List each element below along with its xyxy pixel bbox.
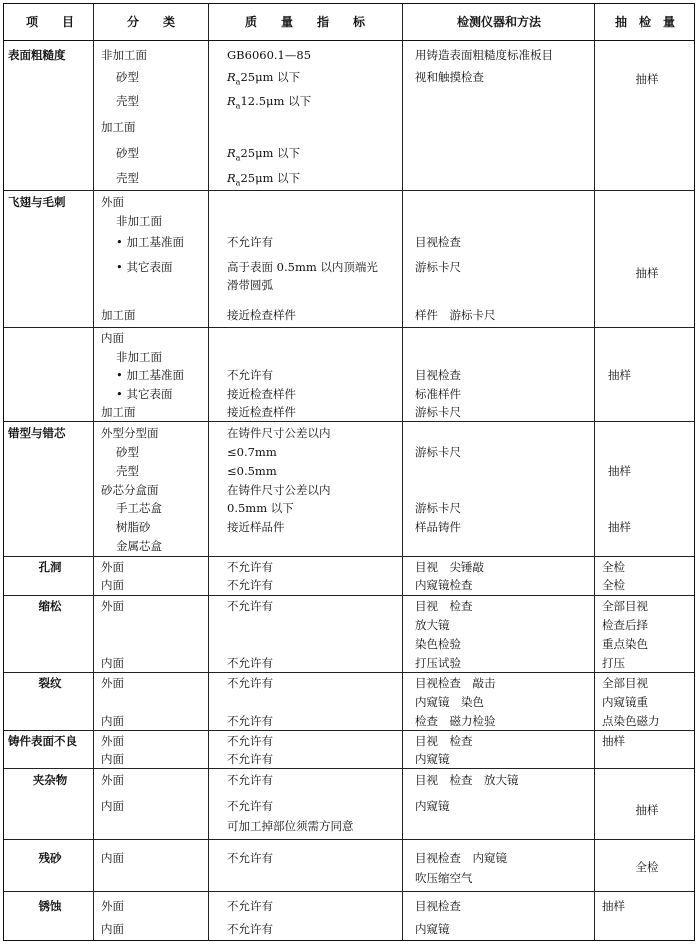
row-divider <box>4 421 694 422</box>
item-residual-sand: 残砂 <box>38 851 62 865</box>
sampling-cell: 内窥镜重 <box>602 695 648 709</box>
category-cell: 内面 <box>101 656 124 670</box>
quality-cell: $R_a25\mu m$ 以下 <box>227 70 301 87</box>
quality-cell: 接近检查样件 <box>227 308 296 322</box>
category-cell: 外面 <box>101 676 124 690</box>
method-cell: 视和触摸检查 <box>415 70 484 84</box>
method-cell: 目视 检查 <box>415 734 473 748</box>
method-cell: 样件 游标卡尺 <box>415 308 496 322</box>
item-mismatch: 错型与错芯 <box>8 426 66 440</box>
category-cell: 非加工面 <box>116 214 162 228</box>
category-cell: 加工面 <box>101 120 136 134</box>
sampling-cell: 打压 <box>602 656 625 670</box>
category-cell: 非加工面 <box>116 350 162 364</box>
method-cell: 内窥镜 <box>415 922 450 936</box>
quality-cell: 不允许有 <box>227 773 273 787</box>
quality-cell: 不允许有 <box>227 676 273 690</box>
item-flash: 飞翅与毛刺 <box>8 195 66 209</box>
quality-cell: 0.5mm 以下 <box>227 501 294 515</box>
row-divider <box>4 595 694 596</box>
method-cell: 目视检查 内窥镜 <box>415 851 507 865</box>
row-divider <box>4 839 694 840</box>
category-cell: 金属芯盒 <box>116 539 162 553</box>
category-cell: 树脂砂 <box>116 520 151 534</box>
method-cell: 游标卡尺 <box>415 405 461 419</box>
item-inclusion: 夹杂物 <box>32 773 68 787</box>
column-divider <box>93 4 94 940</box>
category-cell: 内面 <box>101 922 124 936</box>
method-cell: 目视检查 <box>415 899 461 913</box>
quality-cell: 不允许有 <box>227 851 273 865</box>
sampling-cell: 抽样 <box>602 899 625 913</box>
sampling-cell: 全部目视 <box>602 676 648 690</box>
column-divider <box>594 4 595 940</box>
sampling-cell: 抽样 <box>635 803 659 817</box>
quality-cell: 不允许有 <box>227 656 273 670</box>
header-sampling: 抽 检 量 <box>614 15 675 29</box>
category-cell: 外面 <box>101 773 124 787</box>
category-cell: 外面 <box>101 195 124 209</box>
method-cell: 内窥镜 <box>415 752 450 766</box>
sampling-cell: 全检 <box>602 560 625 574</box>
sampling-cell: 抽样 <box>602 734 625 748</box>
category-cell: 内面 <box>101 578 124 592</box>
inspection-table <box>3 3 695 941</box>
category-cell: 外面 <box>101 560 124 574</box>
quality-cell: $R_a25\mu m$ 以下 <box>227 171 301 188</box>
method-cell: 标准样件 <box>415 387 461 401</box>
quality-cell: 不允许有 <box>227 799 273 813</box>
category-cell: • 其它表面 <box>116 260 173 274</box>
sampling-cell: 全检 <box>635 860 659 874</box>
row-divider <box>4 190 694 191</box>
category-cell: 砂型 <box>116 445 139 459</box>
quality-cell: 接近检查样件 <box>227 387 296 401</box>
header-category: 分 类 <box>126 15 175 29</box>
row-divider <box>4 327 694 328</box>
quality-cell: 接近样品件 <box>227 520 285 534</box>
header-quality: 质 量 指 标 <box>244 15 365 29</box>
category-cell: 砂芯分盒面 <box>101 483 159 497</box>
category-cell: • 加工基准面 <box>116 368 184 382</box>
category-cell: 内面 <box>101 851 124 865</box>
method-cell: 目视 检查 放大镜 <box>415 773 519 787</box>
sampling-cell: 全部目视 <box>602 599 648 613</box>
sampling-cell: 抽样 <box>635 266 659 280</box>
quality-cell: 不允许有 <box>227 752 273 766</box>
method-cell: 内窥镜 <box>415 799 450 813</box>
quality-cell: GB6060.1—85 <box>227 48 312 62</box>
quality-cell: ≤0.5mm <box>227 464 277 478</box>
category-cell: 加工面 <box>101 308 136 322</box>
quality-cell: 不允许有 <box>227 714 273 728</box>
item-holes: 孔洞 <box>38 560 62 574</box>
header-item: 项 目 <box>25 15 74 29</box>
category-cell: 内面 <box>101 714 124 728</box>
category-cell: 内面 <box>101 799 124 813</box>
item-shrinkage: 缩松 <box>38 599 62 613</box>
item-crack: 裂纹 <box>38 676 62 690</box>
row-divider <box>4 556 694 557</box>
method-cell: 用铸造表面粗糙度标准板目 <box>415 48 553 62</box>
quality-cell: 滑带圆弧 <box>227 278 273 292</box>
method-cell: 内窥镜 染色 <box>415 695 484 709</box>
column-divider <box>208 4 209 940</box>
row-divider <box>4 730 694 731</box>
method-cell: 染色检验 <box>415 637 461 651</box>
column-divider <box>402 4 403 940</box>
quality-cell: 不允许有 <box>227 368 273 382</box>
method-cell: 目视检查 敲击 <box>415 676 496 690</box>
category-cell: 外型分型面 <box>101 426 159 440</box>
sampling-cell: 全检 <box>602 578 625 592</box>
method-cell: 打压试验 <box>415 656 461 670</box>
category-cell: 砂型 <box>116 146 139 160</box>
category-cell: 内面 <box>101 331 124 345</box>
sampling-cell: 抽样 <box>608 520 631 534</box>
category-cell: 壳型 <box>116 94 139 108</box>
category-cell: 砂型 <box>116 70 139 84</box>
quality-cell: 不允许有 <box>227 922 273 936</box>
method-cell: 游标卡尺 <box>415 445 461 459</box>
quality-cell: 接近检查样件 <box>227 405 296 419</box>
item-roughness: 表面粗糙度 <box>8 48 66 62</box>
quality-cell: $R_a12.5\mu m$ 以下 <box>227 94 312 111</box>
sampling-cell: 抽样 <box>608 464 631 478</box>
category-cell: 手工芯盒 <box>116 501 162 515</box>
quality-cell: 在铸件尺寸公差以内 <box>227 426 331 440</box>
method-cell: 目视检查 <box>415 368 461 382</box>
method-cell: 目视 尖锤敲 <box>415 560 484 574</box>
category-cell: 外面 <box>101 899 124 913</box>
row-divider <box>4 891 694 892</box>
method-cell: 游标卡尺 <box>415 260 461 274</box>
category-cell: 非加工面 <box>101 48 147 62</box>
method-cell: 游标卡尺 <box>415 501 461 515</box>
method-cell: 目视 检查 <box>415 599 473 613</box>
category-cell: 加工面 <box>101 405 136 419</box>
category-cell: • 加工基准面 <box>116 235 184 249</box>
quality-cell: 不允许有 <box>227 560 273 574</box>
quality-cell: 不允许有 <box>227 578 273 592</box>
quality-cell: 高于表面 0.5mm 以内顶端光 <box>227 260 378 274</box>
method-cell: 内窥镜检查 <box>415 578 473 592</box>
category-cell: 外面 <box>101 599 124 613</box>
category-cell: 壳型 <box>116 464 139 478</box>
method-cell: 吹压缩空气 <box>415 871 473 885</box>
sampling-cell: 点染色磁力 <box>602 714 660 728</box>
category-cell: 内面 <box>101 752 124 766</box>
item-surface-defect: 铸件表面不良 <box>8 734 77 748</box>
quality-cell: 不允许有 <box>227 734 273 748</box>
sampling-cell: 抽样 <box>635 72 659 86</box>
method-cell: 放大镜 <box>415 618 450 632</box>
quality-cell: 不允许有 <box>227 235 273 249</box>
quality-cell: ≤0.7mm <box>227 445 277 459</box>
header-method: 检测仪器和方法 <box>456 15 541 29</box>
method-cell: 目视检查 <box>415 235 461 249</box>
category-cell: • 其它表面 <box>116 387 173 401</box>
quality-cell: 不允许有 <box>227 599 273 613</box>
sampling-cell: 重点染色 <box>602 637 648 651</box>
category-cell: 外面 <box>101 734 124 748</box>
quality-cell: $R_a25\mu m$ 以下 <box>227 146 301 163</box>
quality-cell: 可加工掉部位须需方同意 <box>227 819 354 833</box>
quality-cell: 不允许有 <box>227 899 273 913</box>
row-divider <box>4 672 694 673</box>
category-cell: 壳型 <box>116 171 139 185</box>
method-cell: 样品铸件 <box>415 520 461 534</box>
header-divider <box>4 40 694 41</box>
row-divider <box>4 768 694 769</box>
sampling-cell: 检查后择 <box>602 618 648 632</box>
sampling-cell: 抽样 <box>608 368 631 382</box>
quality-cell: 在铸件尺寸公差以内 <box>227 483 331 497</box>
method-cell: 检查 磁力检验 <box>415 714 496 728</box>
item-rust: 锈蚀 <box>38 899 62 913</box>
